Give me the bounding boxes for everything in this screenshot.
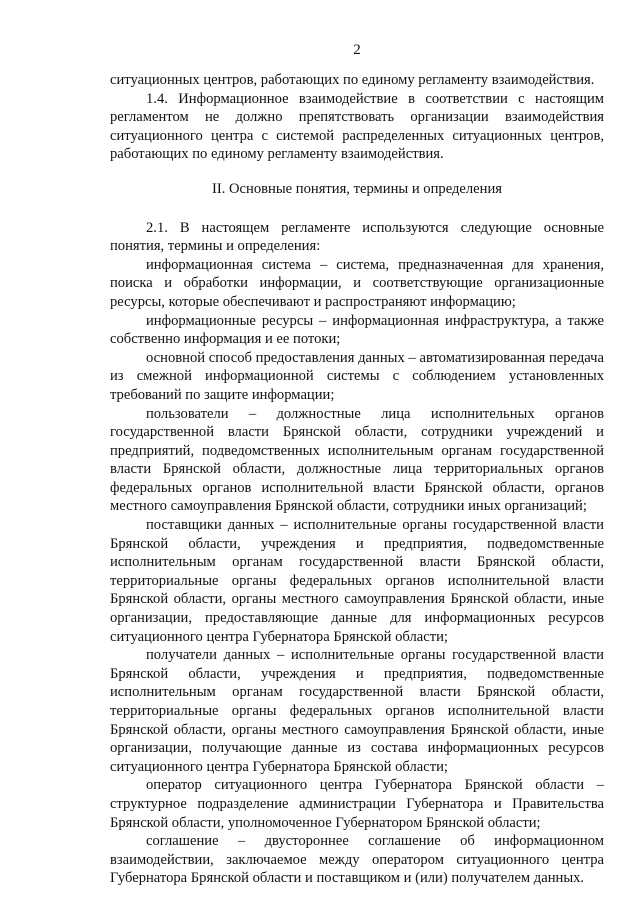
definition-information-resources: информационные ресурсы – информационная инфраструктура, а также собственно информация и ее потоки; [110, 312, 604, 348]
definition-data-providers: поставщики данных – исполнительные органы государственной власти Брянской области, учреждения и предприятия, подведомственные исполнительным органам государственной власти Брянской области, территориальные органы федеральных органов исполнительной власти Брянской области, органы местного самоуправления Брянской области, иные организации, предоставляющие данные для информационных ресурсов ситуационного центра Губернатора Брянской области; [110, 517, 604, 645]
section-heading: II. Основные понятия, термины и определения [212, 180, 502, 197]
page-number: 2 [353, 42, 361, 58]
definition-information-system: информационная система – система, предназначенная для хранения, поиска и обработки информации, и соответствующие организационные ресурсы, которые обеспечивают и распространяют информацию; [110, 256, 604, 310]
top-paragraphs [110, 71, 604, 164]
definitions-section [110, 219, 604, 888]
definition-data-recipients: получатели данных – исполнительные органы государственной власти Брянской области, учреждения и предприятия, подведомственные исполнительным органам государственной власти Брянской области, территориальные органы федеральных органов исполнительной власти Брянской области, органы местного самоуправления Брянской области, иные организации, получающие данные из состава информационных ресурсов ситуационного центра Губернатора Брянской области; [110, 647, 604, 775]
paragraph-2-1: 2.1. В настоящем регламенте используются следующие основные понятия, термины и определения: [110, 219, 604, 255]
definition-main-data-method: основной способ предоставления данных – автоматизированная передача из смежной информационной системы с соблюдением установленных требований по защите информации; [110, 349, 604, 403]
definition-agreement: соглашение – двустороннее соглашение об информационном взаимодействии, заключаемое между оператором ситуационного центра Губернатора Брянской области и поставщиком и (или) получателем данных. [110, 833, 604, 887]
definition-operator: оператор ситуационного центра Губернатора Брянской области – структурное подразделение администрации Губернатора и Правительства Брянской области, уполномоченное Губернатором Брянской области; [110, 777, 604, 831]
definition-users: пользователи – должностные лица исполнительных органов государственной власти Брянской области, сотрудники учреждений и предприятий, подведомственных исполнительным органам государственной власти Брянской области, должностные лица территориальных органов федеральных органов исполнительной власти Брянской области, органов местного самоуправления Брянской области, сотрудники иных организаций; [110, 405, 604, 515]
paragraph-1-4: 1.4. Информационное взаимодействие в соответствии с настоящим регламентом не должно препятствовать организации взаимодействия ситуационного центра с системой распределенных ситуационных центров, работающих по единому регламенту взаимодействия. [110, 90, 604, 163]
paragraph-continuation: ситуационных центров, работающих по единому регламенту взаимодействия. [110, 72, 595, 88]
